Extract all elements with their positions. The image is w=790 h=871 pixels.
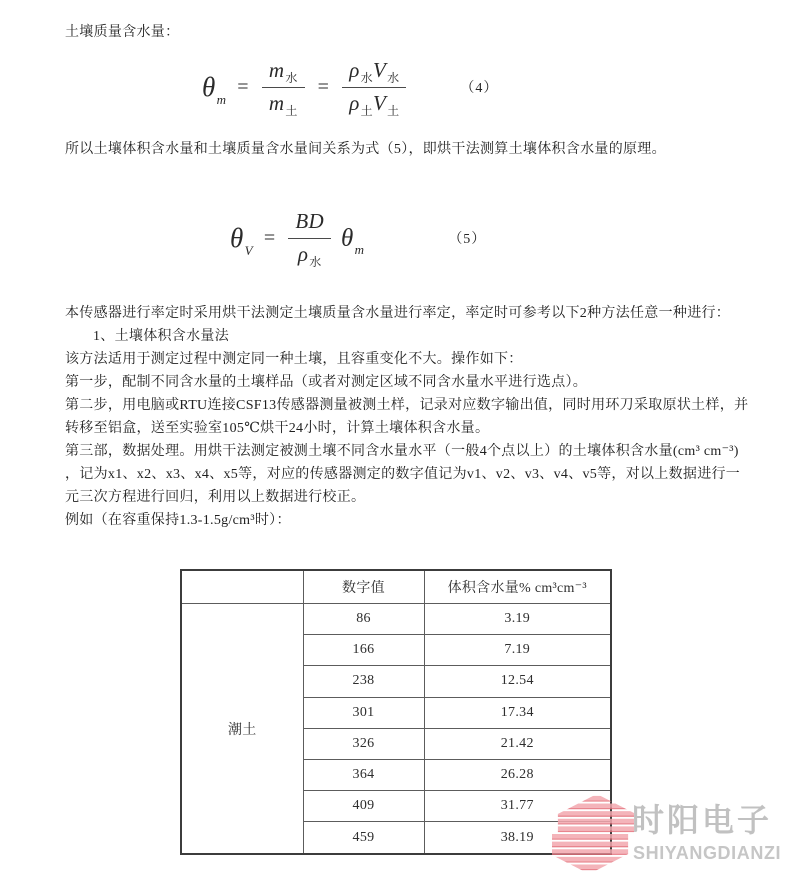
soil-type-cell: 潮土	[181, 604, 303, 855]
formula-4	[202, 48, 498, 126]
relation-sentence: 所以土壤体积含水量和土壤质量含水量间关系为式（5），即烘干法测算土壤体积含水量的原理。	[65, 142, 666, 157]
theta-m-symbol: $\theta_m$	[202, 71, 227, 107]
bulk-density-fraction: $\frac{BD}{\rho_水}$	[288, 209, 331, 266]
soil-type-header-cell	[181, 570, 303, 604]
digital-value-cell: 86	[303, 604, 424, 635]
step-3-continued: 元三次方程进行回归，利用以上数据进行校正。	[65, 490, 366, 505]
table-header-row	[181, 570, 611, 604]
equation-number: （5）	[448, 232, 487, 247]
vwc-cell: 12.54	[424, 666, 611, 697]
digital-value-header: 数字值	[303, 570, 424, 604]
vwc-cell: 26.28	[424, 759, 611, 790]
paragraph-line: 该方法适用于测定过程中测定同一种土壤，且容重变化不大。操作如下：	[65, 352, 523, 367]
method-1-heading: 1、土壤体积含水量法	[93, 329, 229, 344]
step-1-line: 第一步，配制不同含水量的土壤样品（或者对测定区域不同含水量水平进行选点）。	[65, 375, 588, 390]
equation-number: （4）	[460, 81, 499, 96]
step-2-line: 第二步，用电脑或RTU连接CSF13传感器测量被测土样，记录对应数字输出值，同时用环刀采取原状土样，并	[65, 398, 749, 413]
digital-value-cell: 238	[303, 666, 424, 697]
example-line: 例如（在容重保持1.3-1.5g/cm³时）：	[65, 513, 291, 528]
section-title: 土壤质量含水量：	[65, 25, 180, 40]
step-3-line: 第三部，数据处理。用烘干法测定被测土壤不同含水量水平（一般4个点以上）的土壤体积含水量(cm³ cm⁻³)	[65, 444, 739, 459]
theta-m-symbol: $\theta_m$	[341, 224, 365, 257]
digital-value-cell: 166	[303, 635, 424, 666]
brand-name-english: SHIYANGDIANZI	[633, 843, 782, 863]
mass-fraction: $\frac{m_水}{m_土}$	[262, 58, 305, 115]
shiyang-logo-icon	[552, 794, 634, 871]
formula-5	[230, 202, 486, 274]
digital-value-cell: 301	[303, 697, 424, 728]
equals-sign: =	[317, 75, 330, 98]
step-2-continued: 转移至铝盒，送至实验室105℃烘干24小时，计算土壤体积含水量。	[65, 421, 490, 436]
equals-sign: =	[263, 226, 276, 249]
vwc-cell: 38.19	[424, 822, 611, 854]
digital-value-cell: 364	[303, 759, 424, 790]
vwc-cell: 3.19	[424, 604, 611, 635]
paragraph-line: 本传感器进行率定时采用烘干法测定土壤质量含水量进行率定，率定时可参考以下2种方法任意一种进行：	[65, 306, 731, 321]
vwc-cell: 21.42	[424, 728, 611, 759]
equals-sign: =	[237, 75, 249, 98]
vwc-cell: 7.19	[424, 635, 611, 666]
digital-value-cell: 409	[303, 791, 424, 822]
vwc-header: 体积含水量% cm³cm⁻³	[424, 570, 611, 604]
theta-v-symbol: $\theta_V$	[230, 222, 253, 258]
vwc-cell: 17.34	[424, 697, 611, 728]
table-row	[181, 604, 611, 635]
calibration-table	[180, 569, 612, 855]
density-volume-fraction: $\frac{\rho_水V_水}{\rho_土V_土}$	[342, 58, 406, 115]
digital-value-cell: 459	[303, 822, 424, 854]
step-3-continued: ，记为x1、x2、x3、x4、x5等，对应的传感器测定的数字值记为v1、v2、v3、v4、v5等，对以上数据进行一	[65, 467, 741, 482]
digital-value-cell: 326	[303, 728, 424, 759]
brand-name-chinese: 时阳电子	[632, 802, 773, 838]
body-text	[65, 302, 755, 532]
vwc-cell: 31.77	[424, 791, 611, 822]
